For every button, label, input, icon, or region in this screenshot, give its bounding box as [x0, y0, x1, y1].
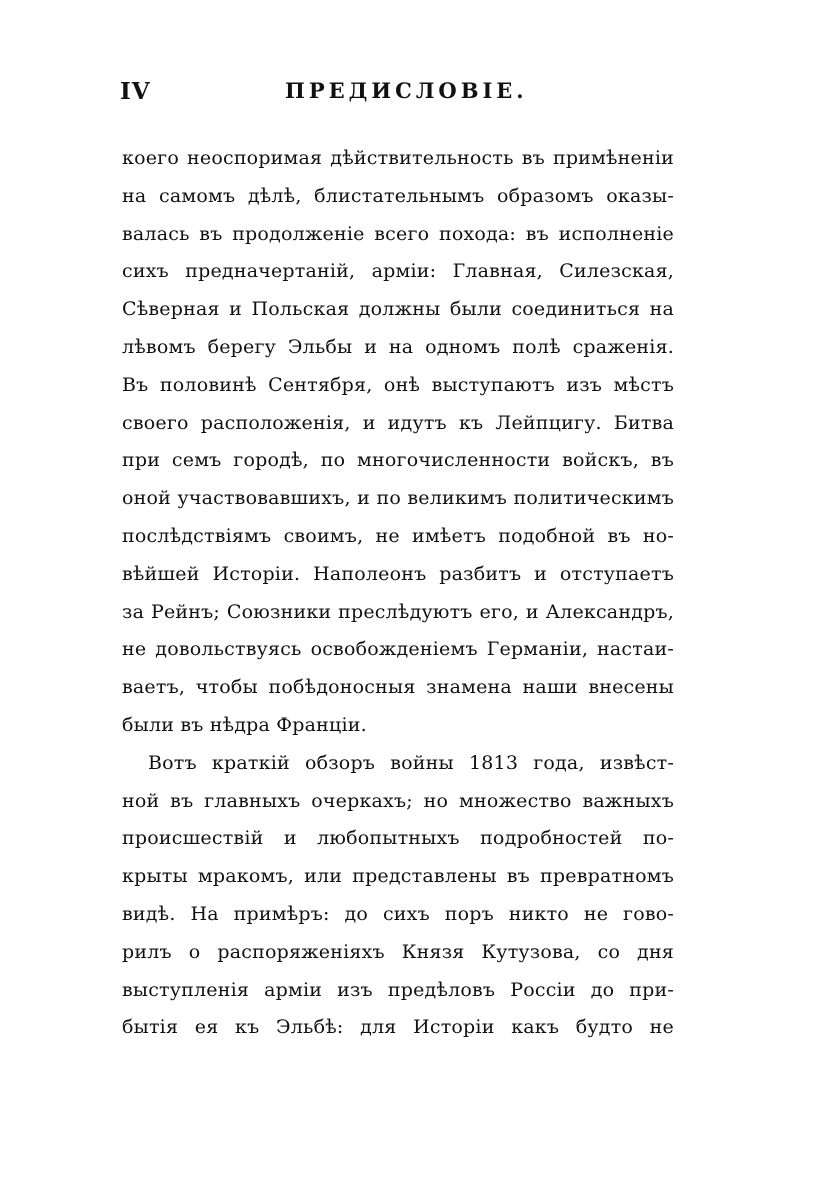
- text-line: крыты мракомъ, или представлены въ превратномъ: [122, 865, 674, 888]
- text-line: валась въ продолженіе всего похода: въ исполненіе: [122, 222, 674, 245]
- text-line: не довольствуясь освобожденіемъ Германіи, настаи-: [122, 638, 674, 661]
- page-header: [120, 78, 680, 108]
- text-line: видѣ. На примѣръ: до сихъ поръ никто не гово-: [122, 902, 674, 925]
- text-line: были въ нѣдра Франціи.: [122, 713, 367, 736]
- text-line: оной участвовавшихъ, и по великимъ политическимъ: [122, 487, 674, 510]
- text-line: своего расположенія, и идутъ къ Лейпцигу. Битва: [122, 411, 674, 434]
- text-line: сихъ предначертаній, арміи: Главная, Силезская,: [122, 260, 674, 283]
- text-line: на самомъ дѣлѣ, блистательнымъ образомъ оказы-: [122, 184, 674, 207]
- body-text: [122, 140, 674, 1047]
- text-line: ваетъ, чтобы побѣдоносныя знамена наши внесены: [122, 676, 674, 699]
- text-line: происшествій и любопытныхъ подробностей по-: [122, 827, 674, 850]
- text-line: бытія ея къ Эльбѣ: для Исторіи какъ будто не: [122, 1016, 674, 1039]
- text-line: выступленія арміи изъ предѣловъ Россіи до при-: [122, 978, 674, 1001]
- running-title: ПРЕДИСЛОВІЕ.: [285, 78, 528, 103]
- paragraph-2: [122, 745, 674, 1047]
- text-line: при семъ городѣ, по многочисленности войскъ, въ: [122, 449, 674, 472]
- text-line: Вотъ краткій обзоръ войны 1813 года, извѣст-: [148, 751, 674, 774]
- text-line: ной въ главныхъ очеркахъ; но множество важныхъ: [122, 789, 674, 812]
- paragraph-1: [122, 140, 674, 745]
- text-line: Въ половинѣ Сентября, онѣ выступаютъ изъ мѣстъ: [122, 373, 674, 396]
- text-line: за Рейнъ; Союзники преслѣдуютъ его, и Александръ,: [122, 600, 674, 623]
- text-line: коего неоспоримая дѣйствительность въ примѣненіи: [122, 147, 674, 169]
- text-line: послѣдствіямъ своимъ, не имѣетъ подобной въ но-: [122, 524, 674, 547]
- text-line: вѣйшей Исторіи. Наполеонъ разбитъ и отступаетъ: [122, 562, 674, 585]
- text-line: лѣвомъ берегу Эльбы и на одномъ полѣ сраженія.: [122, 335, 674, 358]
- text-line: рилъ о распоряженіяхъ Князя Кутузова, со дня: [122, 940, 674, 963]
- page-number: IV: [120, 78, 151, 105]
- text-line: Сѣверная и Польская должны были соединиться на: [122, 298, 674, 321]
